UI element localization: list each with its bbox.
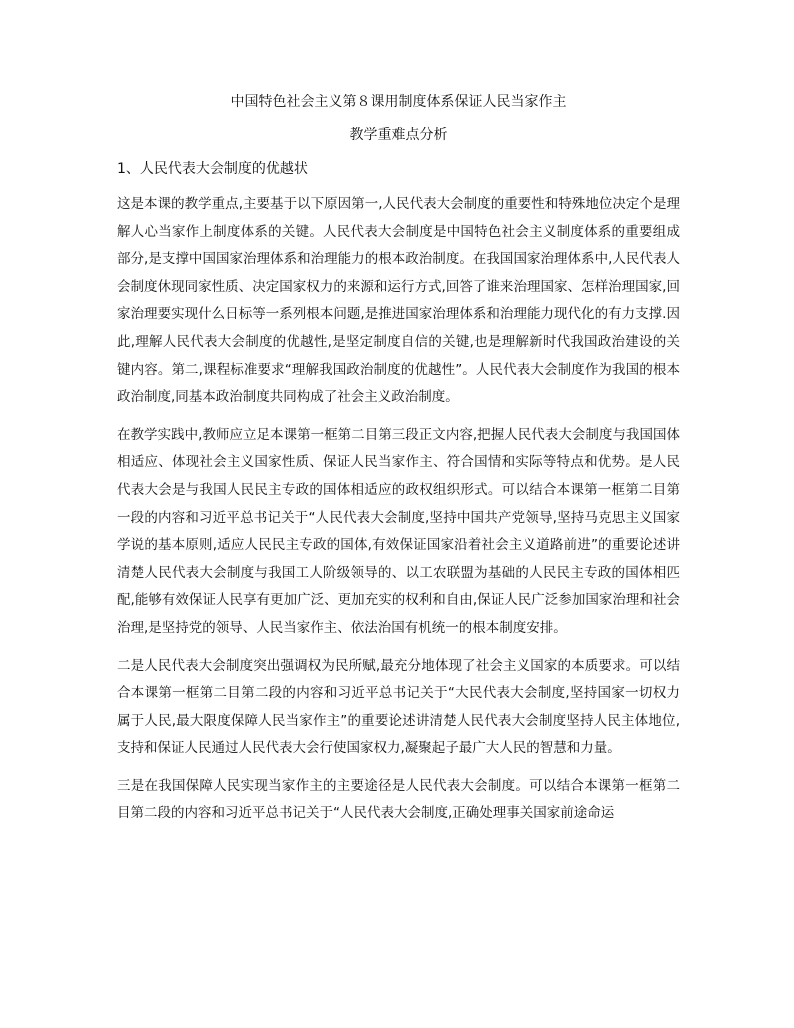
paragraph-2: 在教学实践中,教师应立足本课第一框第二目第三段正文内容,把握人民代表大会制度与我国国体相适应、体现社会主义国家性质、保证人民当家作主、符合国情和实际等特点和优势。是人民代表大会是与我国人民民主专政的国体相适应的政权组织形式。可以结合本课第一框第二目第一段的内容和习近平总书记关于“人民代表大会制度,坚持中国共产党领导,坚持马克思主义国家学说的基本原则,适应人民民主专政的国体,有效保证国家沿着社会主义道路前进”的重要论述讲清楚人民代表大会制度与我国工人阶级领导的、以工农联盟为基础的人民民主专政的国体相匹配,能够有效保证人民享有更加广泛、更加充实的权利和自由,保证人民广泛参加国家治理和社会治理,是坚持党的领导、人民当家作主、依法治国有机统一的根本制度安排。 xyxy=(117,426,680,636)
section-heading: 1、人民代表大会制度的优越状 xyxy=(117,161,308,177)
document-title: 中国特色社会主义第８课用制度体系保证人民当家作主 xyxy=(230,94,567,110)
paragraph-3: 二是人民代表大会制度突出强调权为民所赋,最充分地体现了社会主义国家的本质要求。可以结合本课第一框第二目第二段的内容和习近平总书记关于“大民代表大会制度,坚持国家一切权力属于人民,最大限度保障人民当家作主”的重要论述讲清楚人民代表大会制度坚持人民主体地位,支持和保证人民通过人民代表大会行使国家权力,凝聚起子最广大人民的智慧和力量。 xyxy=(117,657,680,757)
document-subtitle: 教学重难点分析 xyxy=(349,127,448,143)
paragraph-1: 这是本课的教学重点,主要基于以下原因第一,人民代表大会制度的重要性和特殊地位决定个是理解人心当家作上制度体系的关键。人民代表大会制度是中国特色社会主义制度体系的重要组成部分,是支撑中国国家治理体系和治理能力的根本政治制度。在我国国家治理体系中,人民代表人会制度休现同家性质、决定国家权力的来源和运行方式,回答了谁来治理国家、怎样治理国家,回家治理要实现什么日标等一系列根本问题,是推进国家治理体系和治理能力现代化的有力支撑.因此,理解人民代表大会制度的优越性,是坚定制度自信的关键,也是理解新时代我国政治建设的关键内容。第二,课程标准要求“理解我国政治制度的优越性”。人民代表大会制度作为我国的根本政治制度,同基本政治制度共同构成了社会主义政治制度。 xyxy=(117,196,680,406)
paragraph-4: 三是在我国保障人民实现当家作主的主要途径是人民代表大会制度。可以结合本课第一框第二目第二段的内容和习近平总书记关于“人民代表大会制度,正确处理事关国家前途命运 xyxy=(117,777,680,822)
